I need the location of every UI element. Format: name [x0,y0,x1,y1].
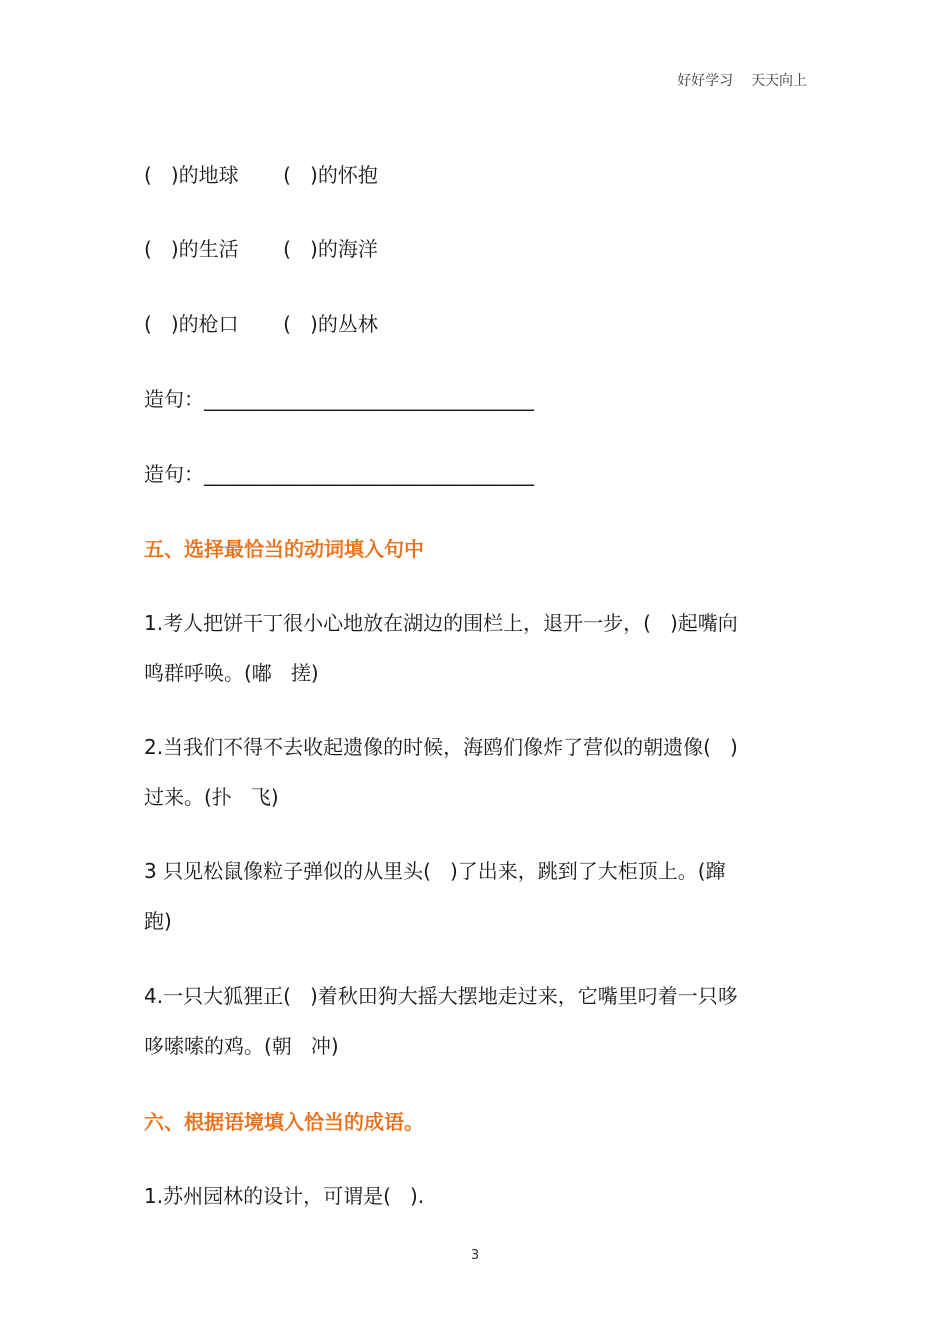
section5-heading: 五、选择最恰当的动词填入句中 [144,537,424,561]
question-4-line2: 哆嗦嗦的鸡。(朝 冲) [144,1034,339,1058]
section6-heading: 六、根据语境填入恰当的成语。 [144,1110,424,1134]
idiom-question-1: 1.苏州园林的设计，可谓是( ). [144,1184,425,1208]
page-number: 3 [470,1248,480,1263]
question-3-line1: 3 只见松鼠像粒子弹似的从里头( )了出来，跳到了大柜顶上。(蹿 [144,859,726,883]
question-2-line1: 2.当我们不得不去收起遗像的时候，海鸥们像炸了营似的朝遗像( ) [144,735,738,759]
fill-row: ( )的地球 ( )的怀抱 [144,163,378,187]
question-1-line2: 鸣群呼唤。(嘟 搓) [144,661,319,685]
fill-row: ( )的生活 ( )的海洋 [144,237,378,261]
sentence-line: 造句：_________________________________ [144,462,534,486]
question-3-line2: 跑) [144,909,172,933]
page-header: 好好学习 天天向上 [677,73,807,89]
question-1-line1: 1.考人把饼干丁很小心地放在湖边的围栏上，退开一步，( )起嘴向 [144,611,738,635]
question-2-line2: 过来。(扑 飞) [144,785,279,809]
sentence-line: 造句：_________________________________ [144,387,534,411]
question-4-line1: 4.一只大狐狸正( )着秋田狗大摇大摆地走过来，它嘴里叼着一只哆 [144,984,738,1008]
fill-row: ( )的枪口 ( )的丛林 [144,312,378,336]
